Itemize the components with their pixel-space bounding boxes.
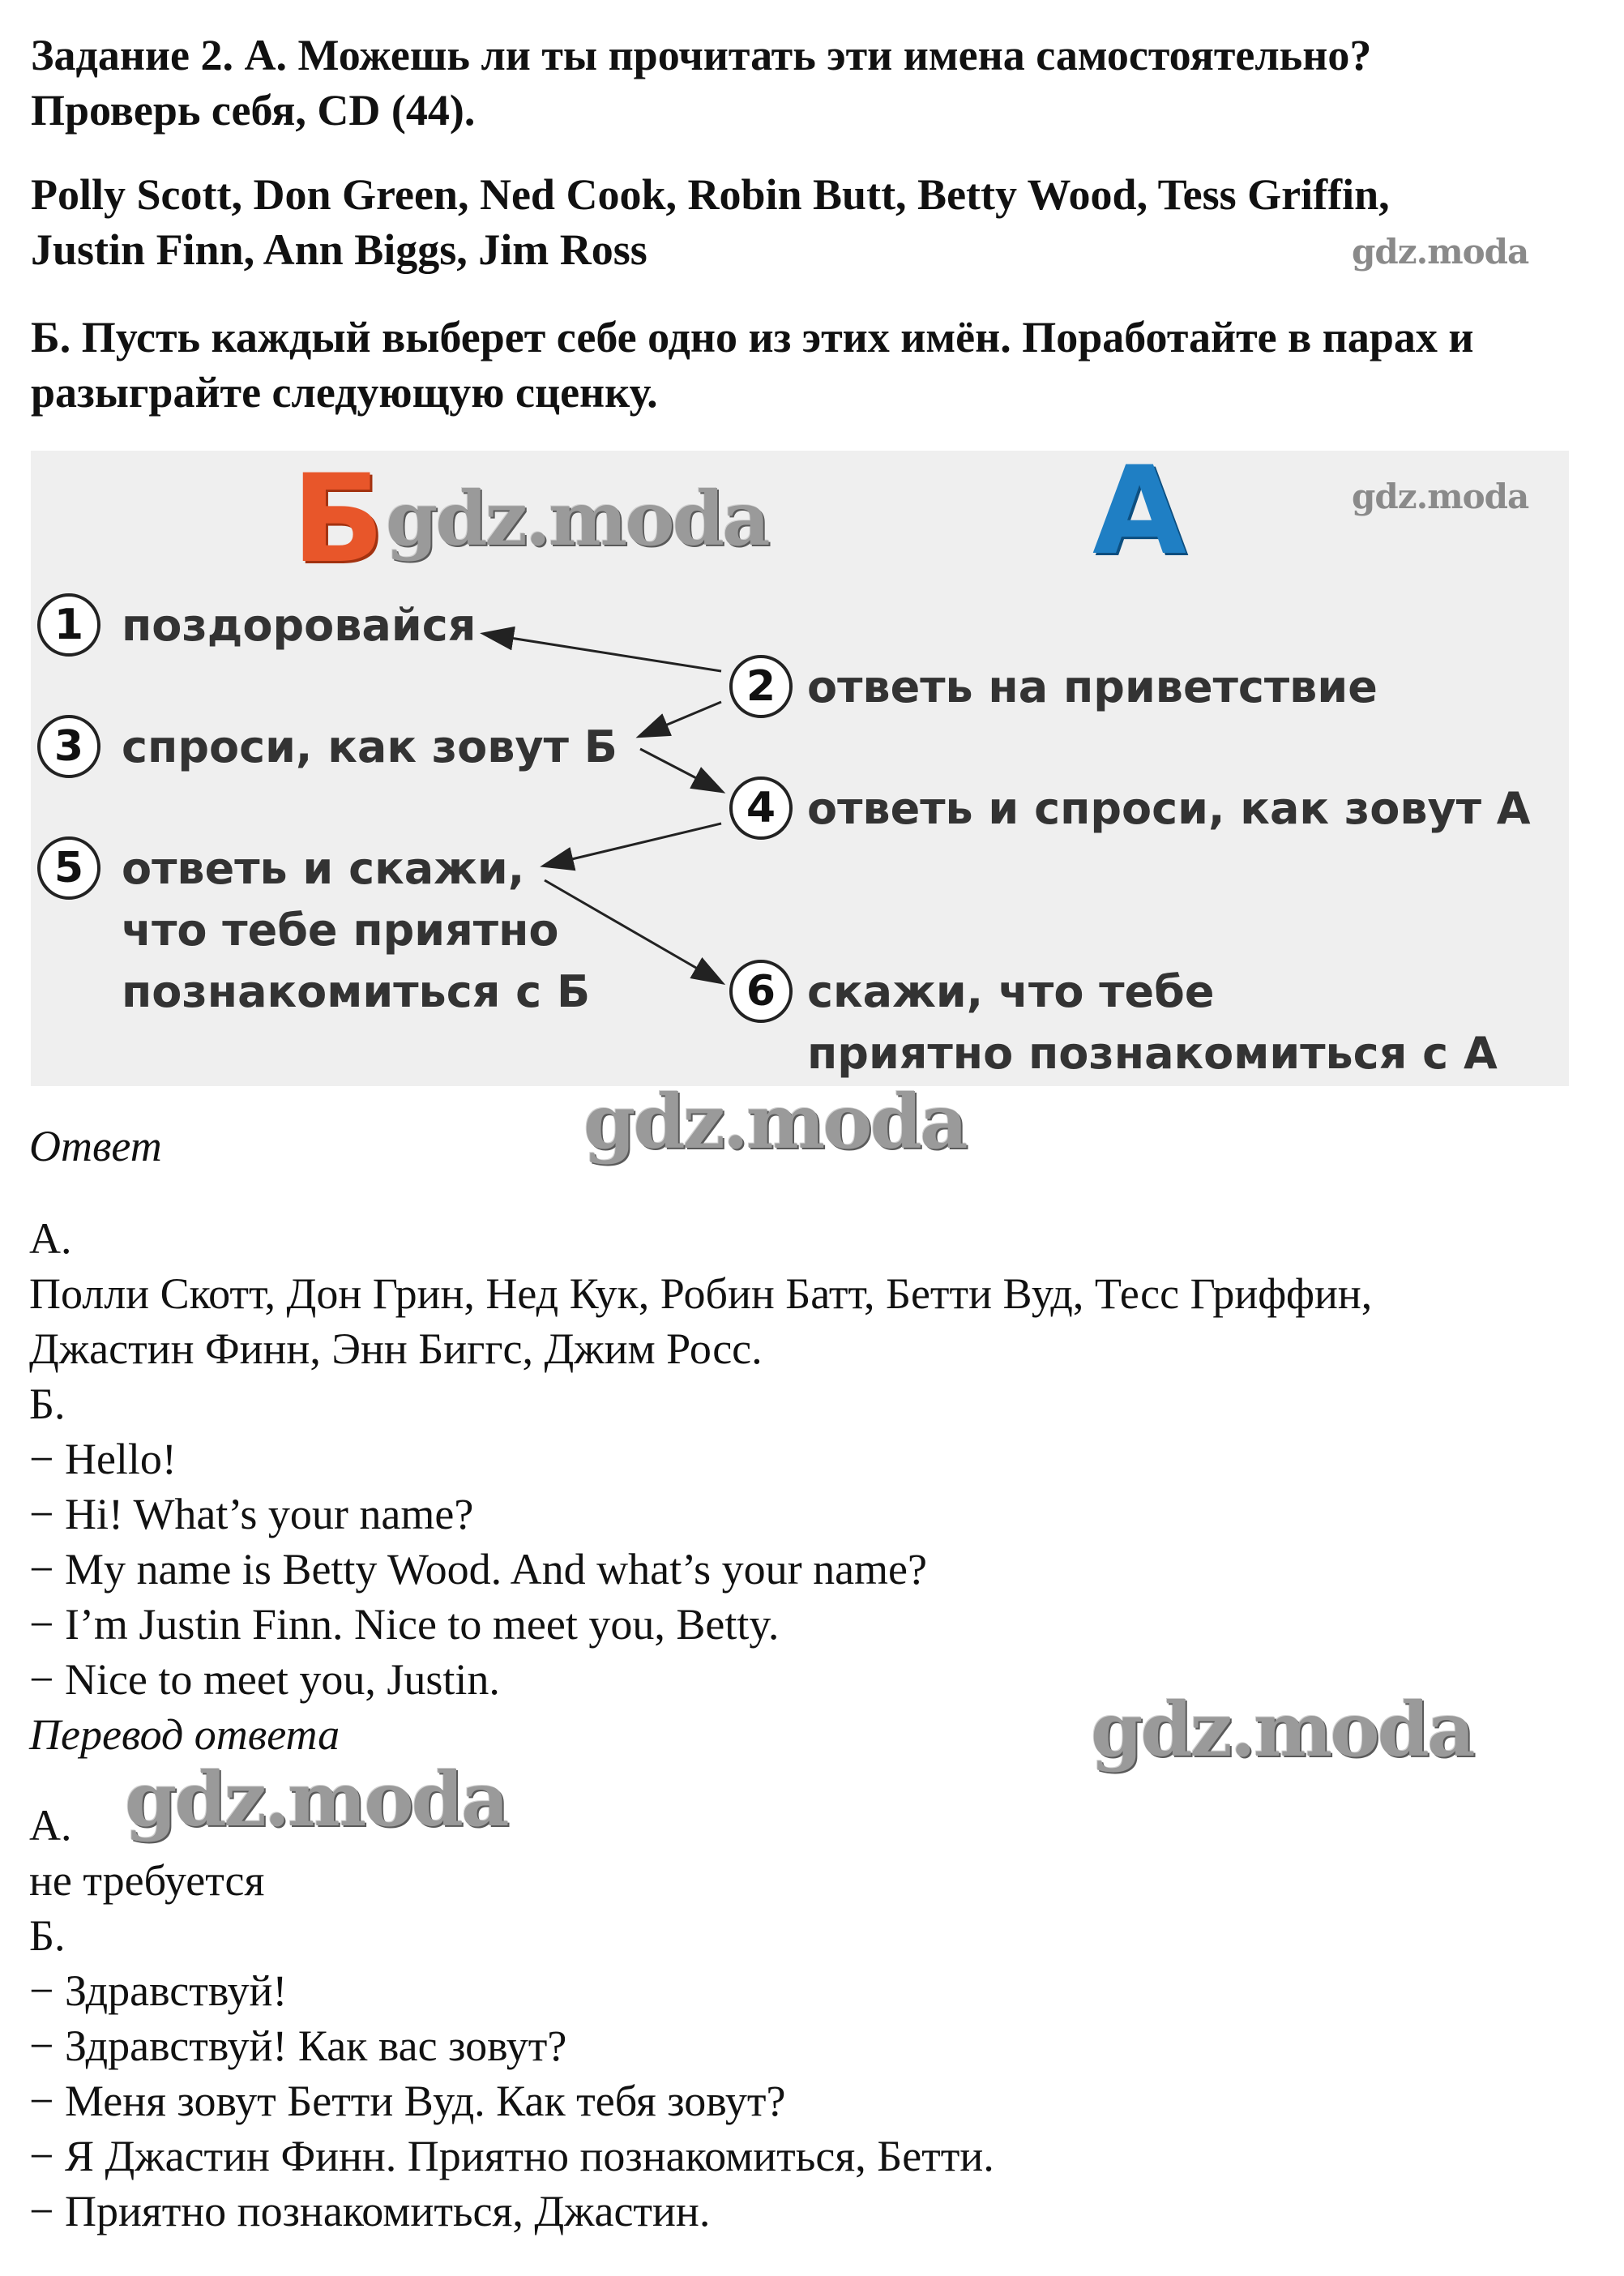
- step-2-number: 2: [729, 655, 793, 718]
- answer-label: Ответ: [29, 1122, 162, 1170]
- watermark: gdz.moda: [583, 1078, 966, 1166]
- step-5-text-line2: что тебе приятно: [122, 905, 559, 956]
- watermark: gdz.moda: [386, 475, 768, 563]
- step-6-text-line2: приятно познакомиться с А: [807, 1028, 1498, 1079]
- letter-b-character: Б: [292, 449, 385, 590]
- step-5-text-line1: ответь и скажи,: [122, 843, 525, 894]
- step-3-number: 3: [37, 715, 100, 778]
- translation-part-b-label: Б.: [29, 1911, 66, 1960]
- step-5-text-line3: познакомиться с Б: [122, 966, 591, 1017]
- dialogue-line: − My name is Betty Wood. And what’s your name?: [29, 1545, 927, 1594]
- task-heading-line2: Проверь себя, CD (44).: [31, 86, 476, 135]
- dialogue-line: − Hello!: [29, 1435, 177, 1483]
- step-3-text: спроси, как зовут Б: [122, 721, 618, 772]
- answer-part-a-line2: Джастин Финн, Энн Биггс, Джим Росс.: [29, 1324, 763, 1373]
- step-1-number: 1: [37, 593, 100, 657]
- step-1-text: поздоровайся: [122, 600, 477, 651]
- watermark: gdz.moda: [1352, 477, 1529, 516]
- translation-dialogue-line: − Меня зовут Бетти Вуд. Как тебя зовут?: [29, 2077, 786, 2125]
- dialogue-line: − Hi! What’s your name?: [29, 1490, 474, 1538]
- answer-part-b-label: Б.: [29, 1380, 66, 1428]
- step-2-text: ответь на приветствие: [807, 661, 1378, 712]
- arrow-2-to-3: [640, 702, 721, 736]
- arrow-3-to-4: [640, 749, 721, 791]
- part-b-instruction-line2: разыграйте следующую сценку.: [31, 368, 658, 417]
- task-heading-line1: Задание 2. А. Можешь ли ты прочитать эти имена самостоятельно?: [31, 31, 1372, 79]
- dialogue-diagram: [31, 441, 1569, 1086]
- step-4-number: 4: [729, 776, 793, 840]
- watermark: gdz.moda: [125, 1756, 507, 1843]
- translation-label: Перевод ответа: [29, 1710, 340, 1759]
- translation-dialogue-line: − Я Джастин Финн. Приятно познакомиться, Бетти.: [29, 2132, 994, 2180]
- step-6-text-line1: скажи, что тебе: [807, 966, 1215, 1017]
- names-line1: Polly Scott, Don Green, Ned Cook, Robin Butt, Betty Wood, Tess Griffin,: [31, 170, 1390, 219]
- step-4-text: ответь и спроси, как зовут А: [807, 783, 1531, 834]
- arrow-4-to-5: [545, 824, 721, 866]
- translation-part-a-text: не требуется: [29, 1856, 265, 1905]
- dialogue-line: − Nice to meet you, Justin.: [29, 1655, 500, 1704]
- translation-dialogue-line: − Здравствуй! Как вас зовут?: [29, 2021, 567, 2070]
- translation-part-a-label: А.: [29, 1801, 72, 1850]
- answer-part-a-label: А.: [29, 1214, 72, 1263]
- watermark: gdz.moda: [1352, 232, 1529, 272]
- watermark: gdz.moda: [1091, 1686, 1473, 1773]
- letter-a-character: А: [1092, 441, 1187, 582]
- translation-dialogue-line: − Приятно познакомиться, Джастин.: [29, 2187, 711, 2235]
- translation-dialogue-line: − Здравствуй!: [29, 1966, 288, 2015]
- step-6-number: 6: [729, 960, 793, 1023]
- step-5-number: 5: [37, 836, 100, 900]
- arrow-2-to-1: [485, 634, 721, 671]
- names-line2: Justin Finn, Ann Biggs, Jim Ross: [31, 225, 647, 274]
- part-b-instruction-line1: Б. Пусть каждый выберет себе одно из этих имён. Поработайте в парах и: [31, 313, 1474, 362]
- dialogue-line: − I’m Justin Finn. Nice to meet you, Betty.: [29, 1600, 780, 1649]
- answer-part-a-line1: Полли Скотт, Дон Грин, Нед Кук, Робин Батт, Бетти Вуд, Тесс Гриффин,: [29, 1269, 1373, 1318]
